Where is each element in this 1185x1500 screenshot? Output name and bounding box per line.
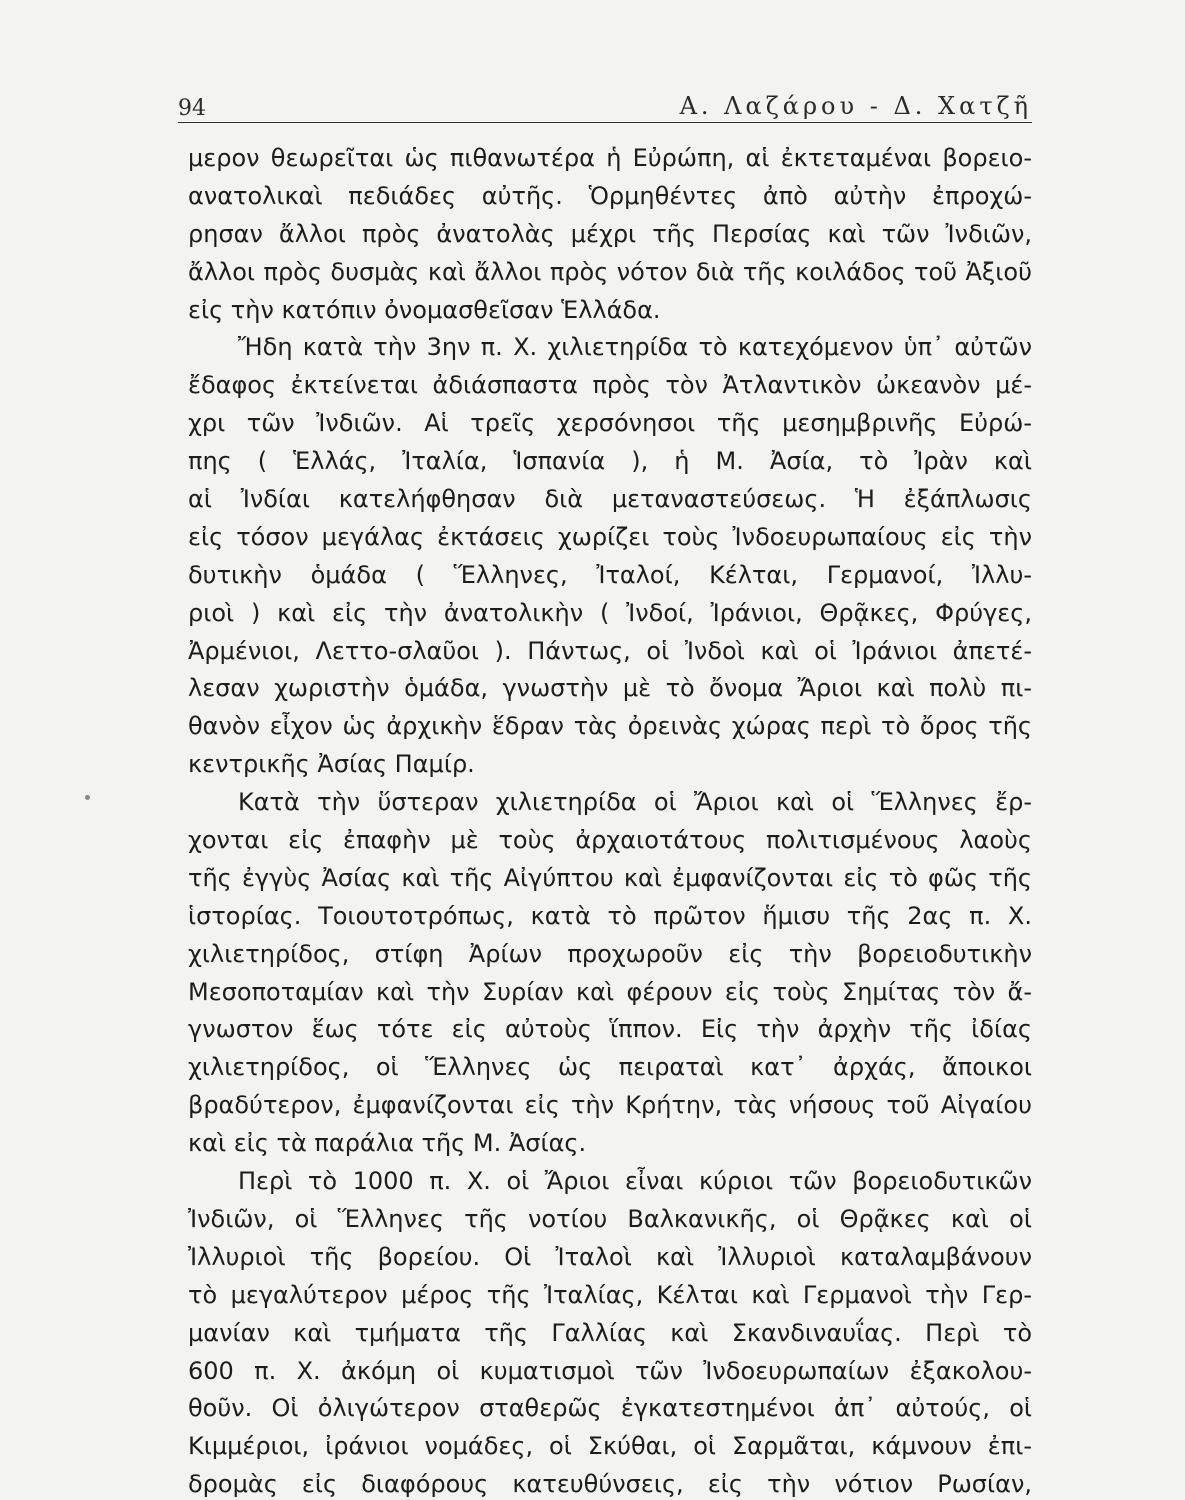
text-line: τὸ μεγαλύτερον μέρος τῆς Ἰταλίας, Κέλται καὶ Γερμανοὶ τὴν Γερ- <box>188 1280 1032 1309</box>
text-line: εἰς τόσον μεγάλας ἐκτάσεις χωρίζει τοὺς Ἰνδοευρωπαίους εἰς τὴν <box>188 522 1032 551</box>
text-line: χιλιετηρίδος, οἱ Ἕλληνες ὡς πειραταὶ κατ᾽ ἀρχάς, ἄποικοι <box>188 1053 1032 1082</box>
text-line: Κιμμέριοι, ἰράνιοι νομάδες, οἱ Σκύθαι, οἱ Σαρμᾶται, κάμνουν ἐπι- <box>188 1432 1032 1461</box>
text-line: Ἰνδιῶν, οἱ Ἕλληνες τῆς νοτίου Βαλκανικῆς, οἱ Θρᾷκες καὶ οἱ <box>188 1204 1032 1233</box>
text-line: γνωστον ἕως τότε εἰς αὐτοὺς ἵππον. Εἰς τὴν ἀρχὴν τῆς ἰδίας <box>188 1015 1032 1044</box>
text-line: θοῦν. Οἱ ὀλιγώτερον σταθερῶς ἐγκατεστημένοι ἀπ᾽ αὐτούς, οἱ <box>188 1394 1032 1423</box>
text-line: τῆς ἐγγὺς Ἀσίας καὶ τῆς Αἰγύπτου καὶ ἐμφανίζονται εἰς τὸ φῶς τῆς <box>188 863 1032 892</box>
text-line: χρι τῶν Ἰνδιῶν. Αἱ τρεῖς χερσόνησοι τῆς μεσημβρινῆς Εὐρώ- <box>188 409 1032 438</box>
text-line: δρομὰς εἰς διαφόρους κατευθύνσεις, εἰς τὴν νότιον Ρωσίαν, <box>188 1470 1032 1499</box>
page-header <box>178 84 1032 124</box>
text-line: ριοὶ ) καὶ εἰς τὴν ἀνατολικὴν ( Ἰνδοί, Ἰράνιοι, Θρᾷκες, Φρύγες, <box>188 598 1032 627</box>
text-line: ρησαν ἄλλοι πρὸς ἀνατολὰς μέχρι τῆς Περσίας καὶ τῶν Ἰνδιῶν, <box>188 219 1032 248</box>
text-line: μερον θεωρεῖται ὡς πιθανωτέρα ἡ Εὐρώπη, αἱ ἐκτεταμέναι βορειο- <box>188 144 1032 172</box>
header-rule <box>178 122 1032 123</box>
text-line: ἔδαφος ἐκτείνεται ἀδιάσπαστα πρὸς τὸν Ἀτλαντικὸν ὠκεανὸν μέ- <box>188 371 1032 400</box>
text-line: ἄλλοι πρὸς δυσμὰς καὶ ἄλλοι πρὸς νότον διὰ τῆς κοιλάδος τοῦ Ἀξιοῦ <box>188 257 1032 286</box>
text-line: πης ( Ἑλλάς, Ἰταλία, Ἱσπανία ), ἡ Μ. Ἀσία, τὸ Ἰρὰν καὶ <box>188 447 1032 476</box>
text-line: Μεσοποταμίαν καὶ τὴν Συρίαν καὶ φέρουν εἰς τοὺς Σημίτας τὸν ἄ- <box>188 977 1032 1006</box>
text-line: κεντρικῆς Ἀσίας Παμίρ. <box>188 750 475 779</box>
running-head-authors: Α. Λαζάρου - Δ. Χατζῆ <box>679 92 1032 120</box>
text-line: χονται εἰς ἐπαφὴν μὲ τοὺς ἀρχαιοτάτους πολιτισμένους λαοὺς <box>188 826 1032 855</box>
paper-speck <box>85 795 90 800</box>
text-line: αἱ Ἰνδίαι κατελήφθησαν διὰ μεταναστεύσεως. Ἡ ἐξάπλωσις <box>188 485 1032 514</box>
text-line: λεσαν χωριστὴν ὁμάδα, γνωστὴν μὲ τὸ ὄνομα Ἄριοι καὶ πολὺ πι- <box>188 674 1032 703</box>
text-line: 600 π. Χ. ἀκόμη οἱ κυματισμοὶ τῶν Ἰνδοευρωπαίων ἐξακολου- <box>188 1356 1032 1385</box>
text-line: χιλιετηρίδος, στίφη Ἀρίων προχωροῦν εἰς τὴν βορειοδυτικὴν <box>188 939 1032 968</box>
text-line: Ἰλλυριοὶ τῆς βορείου. Οἱ Ἰταλοὶ καὶ Ἰλλυριοὶ καταλαμβάνουν <box>188 1242 1032 1271</box>
text-line: θανὸν εἶχον ὡς ἀρχικὴν ἕδραν τὰς ὀρεινὰς χώρας περὶ τὸ ὄρος τῆς <box>188 712 1032 741</box>
text-line: ἱστορίας. Τοιουτοτρόπως, κατὰ τὸ πρῶτον ἥμισυ τῆς 2ας π. Χ. <box>188 901 1032 930</box>
text-line: εἰς τὴν κατόπιν ὀνομασθεῖσαν Ἑλλάδα. <box>188 295 661 324</box>
page-number: 94 <box>178 96 206 121</box>
text-line: Ἀρμένιοι, Λεττο-σλαῦοι ). Πάντως, οἱ Ἰνδοὶ καὶ οἱ Ἰράνιοι ἀπετέ- <box>188 636 1032 665</box>
body-text <box>188 140 1032 1500</box>
text-line: δυτικὴν ὁμάδα ( Ἕλληνες, Ἰταλοί, Κέλται, Γερμανοί, Ἰλλυ- <box>188 560 1032 589</box>
paragraph-start-line: Ἤδη κατὰ τὴν 3ην π. Χ. χιλιετηρίδα τὸ κατεχόμενον ὑπ᾽ αὐτῶν <box>238 333 1032 362</box>
text-line: καὶ εἰς τὰ παράλια τῆς Μ. Ἀσίας. <box>188 1129 587 1158</box>
text-line: ανατολικαὶ πεδιάδες αὐτῆς. Ὁρμηθέντες ἀπὸ αὐτὴν ἐπροχώ- <box>188 181 1032 210</box>
paragraph-start-line: Περὶ τὸ 1000 π. Χ. οἱ Ἄριοι εἶναι κύριοι τῶν βορειοδυτικῶν <box>238 1167 1032 1196</box>
text-line: βραδύτερον, ἐμφανίζονται εἰς τὴν Κρήτην, τὰς νήσους τοῦ Αἰγαίου <box>188 1091 1032 1120</box>
text-line: μανίαν καὶ τμήματα τῆς Γαλλίας καὶ Σκανδιναυΐας. Περὶ τὸ <box>188 1318 1032 1347</box>
paragraph-start-line: Κατὰ τὴν ὕστεραν χιλιετηρίδα οἱ Ἄριοι καὶ οἱ Ἕλληνες ἔρ- <box>238 788 1032 817</box>
